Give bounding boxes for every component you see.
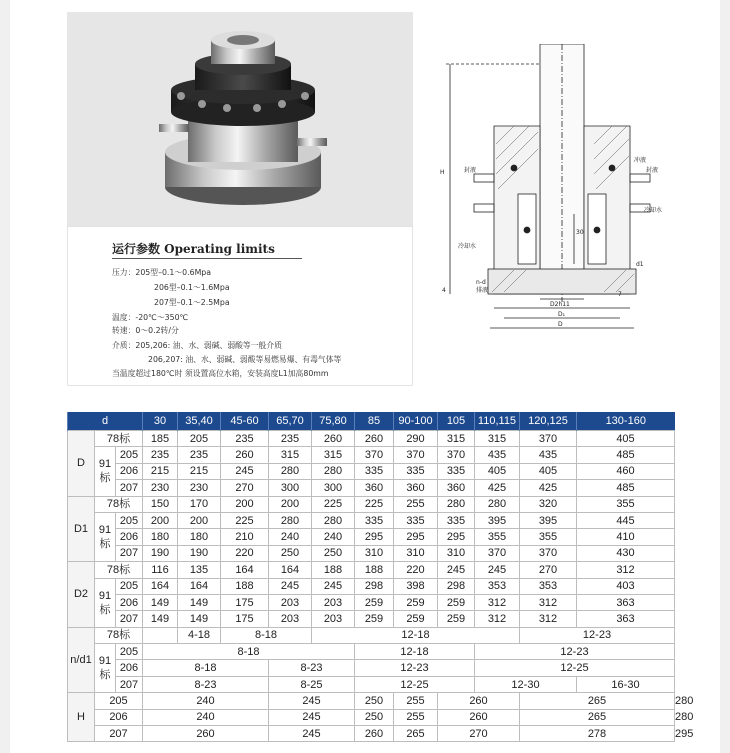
table-cell: 290 <box>394 431 438 447</box>
table-cell: 260 <box>438 709 520 725</box>
table-cell: 260 <box>355 726 394 742</box>
table-cell: 395 <box>475 512 520 528</box>
label-cooling-left: 冷却水 <box>458 243 477 250</box>
type-code: 207 <box>116 611 143 627</box>
table-cell: 405 <box>475 463 520 479</box>
table-cell: 280 <box>269 512 312 528</box>
table-cell: 295 <box>394 529 438 545</box>
group-label: H <box>68 693 95 742</box>
dim-d2h11: D2h11 <box>550 301 570 308</box>
table-cell: 235 <box>221 431 269 447</box>
table-cell: 335 <box>394 463 438 479</box>
table-header-row <box>68 412 675 431</box>
table-row <box>68 676 675 692</box>
table-cell: 300 <box>269 480 312 496</box>
dim-4: 4 <box>442 287 446 294</box>
temperature-note: 当温度超过180℃时 须设置高位水箱，安装高度L1加高80mm <box>112 369 329 378</box>
table-cell: 265 <box>394 726 438 742</box>
table-cell: 245 <box>312 578 355 594</box>
dim-h: H <box>440 169 445 176</box>
type-code: 207 <box>116 480 143 496</box>
table-cell: 164 <box>221 562 269 578</box>
table-cell: 12-23 <box>520 627 675 643</box>
table-cell: 203 <box>312 611 355 627</box>
table-cell: 460 <box>577 463 675 479</box>
table-cell: 149 <box>178 611 221 627</box>
label-feng-ye-left: 封液 <box>464 167 477 174</box>
dim-d1-small: d1 <box>636 261 644 268</box>
type-label: 91标 <box>95 644 116 693</box>
table-cell: 170 <box>178 496 221 512</box>
table-cell: 200 <box>178 512 221 528</box>
header-col: 85 <box>355 412 394 431</box>
table-cell: 355 <box>520 529 577 545</box>
table-cell: 175 <box>221 611 269 627</box>
table-cell: 310 <box>438 545 475 561</box>
table-cell: 245 <box>475 562 520 578</box>
table-row <box>68 512 675 528</box>
table-cell: 250 <box>355 693 394 709</box>
table-cell: 410 <box>577 529 675 545</box>
header-col: 90-100 <box>394 412 438 431</box>
table-cell: 215 <box>143 463 178 479</box>
type-code: 206 <box>116 660 143 676</box>
table-cell: 230 <box>178 480 221 496</box>
table-cell: 278 <box>520 726 675 742</box>
table-cell: 240 <box>143 693 269 709</box>
label-drain: 排液 <box>476 287 489 294</box>
table-cell: 363 <box>577 594 675 610</box>
dim-30: 30 <box>576 229 584 236</box>
table-cell: 230 <box>143 480 178 496</box>
group-label: D1 <box>68 496 95 562</box>
cross-section-drawing <box>434 44 674 332</box>
table-cell: 240 <box>143 709 269 725</box>
table-cell: 435 <box>520 447 577 463</box>
table-cell: 200 <box>143 512 178 528</box>
type-label: 91标 <box>95 512 116 561</box>
table-cell: 270 <box>221 480 269 496</box>
table-cell: 255 <box>394 693 438 709</box>
table-cell: 370 <box>355 447 394 463</box>
table-cell: 12-23 <box>355 660 475 676</box>
table-cell: 235 <box>269 431 312 447</box>
std78-label: 78标 <box>95 431 143 447</box>
table-cell: 370 <box>394 447 438 463</box>
table-cell: 425 <box>475 480 520 496</box>
header-col: 110,115 <box>475 412 520 431</box>
table-cell: 260 <box>221 447 269 463</box>
table-cell: 12-18 <box>312 627 520 643</box>
table-cell: 150 <box>143 496 178 512</box>
speed: 转速：0～0.2转/分 <box>112 326 179 335</box>
table-cell: 265 <box>520 709 675 725</box>
table-cell: 430 <box>577 545 675 561</box>
table-cell: 312 <box>520 594 577 610</box>
table-cell: 149 <box>178 594 221 610</box>
table-cell: 425 <box>520 480 577 496</box>
table-cell: 310 <box>355 545 394 561</box>
table-row <box>68 562 675 578</box>
table-cell: 370 <box>438 447 475 463</box>
table-cell: 335 <box>394 512 438 528</box>
table-cell: 335 <box>438 463 475 479</box>
table-cell: 12-25 <box>355 676 475 692</box>
table-cell: 395 <box>520 512 577 528</box>
table-cell: 210 <box>221 529 269 545</box>
type-code: 206 <box>116 594 143 610</box>
table-cell: 320 <box>520 496 577 512</box>
table-cell: 260 <box>143 726 269 742</box>
table-cell: 188 <box>312 562 355 578</box>
table-cell: 220 <box>221 545 269 561</box>
table-cell: 164 <box>269 562 312 578</box>
table-cell: 370 <box>520 545 577 561</box>
table-cell: 335 <box>355 512 394 528</box>
table-row <box>68 578 675 594</box>
group-label: n/d1 <box>68 627 95 693</box>
table-row <box>68 480 675 496</box>
table-row <box>68 644 675 660</box>
type-code: 205 <box>116 512 143 528</box>
table-row <box>68 431 675 447</box>
table-cell: 398 <box>394 578 438 594</box>
table-cell: 259 <box>438 594 475 610</box>
table-cell: 315 <box>269 447 312 463</box>
table-cell: 164 <box>178 578 221 594</box>
std78-label: 78标 <box>95 562 143 578</box>
table-cell: 295 <box>355 529 394 545</box>
table-cell: 8-18 <box>143 644 355 660</box>
type-code: 207 <box>116 545 143 561</box>
table-cell: 485 <box>577 480 675 496</box>
header-col: 35,40 <box>178 412 221 431</box>
table-cell: 245 <box>221 463 269 479</box>
group-label: D2 <box>68 562 95 628</box>
product-photo <box>67 12 413 226</box>
table-cell: 240 <box>269 529 312 545</box>
table-cell: 315 <box>438 431 475 447</box>
dim-d: D <box>558 321 563 328</box>
label-cooling-right: 冷却水 <box>644 207 663 214</box>
table-cell: 250 <box>269 545 312 561</box>
header-col: 75,80 <box>312 412 355 431</box>
table-cell: 180 <box>178 529 221 545</box>
std78-label: 78标 <box>95 627 143 643</box>
table-cell: 312 <box>475 594 520 610</box>
table-cell: 164 <box>143 578 178 594</box>
label-n-d: n-d <box>476 279 486 286</box>
table-cell: 175 <box>221 594 269 610</box>
table-cell: 235 <box>178 447 221 463</box>
table-cell: 205 <box>178 431 221 447</box>
table-cell: 190 <box>143 545 178 561</box>
type-label: 91标 <box>95 447 116 496</box>
table-cell: 298 <box>355 578 394 594</box>
pressure-205: 压力：205型–0.1～0.6Mpa <box>112 268 212 277</box>
table-cell: 250 <box>355 709 394 725</box>
table-cell: 220 <box>394 562 438 578</box>
table-cell: 245 <box>269 726 355 742</box>
table-row <box>68 726 675 742</box>
header-d: d <box>68 412 143 431</box>
table-cell: 315 <box>312 447 355 463</box>
label-chong-ye-right: 冲液 <box>634 157 647 164</box>
table-cell: 355 <box>475 529 520 545</box>
table-cell: 225 <box>355 496 394 512</box>
medium-1: 介质：205,206: 油、水、弱碱、弱酸等一般介质 <box>112 341 282 350</box>
table-row <box>68 463 675 479</box>
pressure-207: 207型–0.1～2.5Mpa <box>154 298 230 307</box>
table-row <box>68 496 675 512</box>
group-label: D <box>68 431 95 497</box>
table-cell: 245 <box>269 693 355 709</box>
table-cell: 12-23 <box>475 644 675 660</box>
table-cell: 149 <box>143 611 178 627</box>
table-cell: 370 <box>520 431 577 447</box>
table-cell: 203 <box>312 594 355 610</box>
table-cell: 312 <box>577 562 675 578</box>
table-cell: 259 <box>394 594 438 610</box>
type-code: 207 <box>116 676 143 692</box>
table-cell: 245 <box>269 709 355 725</box>
table-cell: 445 <box>577 512 675 528</box>
type-label: 91标 <box>95 578 116 627</box>
type-code: 206 <box>116 529 143 545</box>
table-row <box>68 611 675 627</box>
table-cell: 235 <box>143 447 178 463</box>
table-cell: 370 <box>475 545 520 561</box>
table-row <box>68 709 675 725</box>
table-cell: 310 <box>394 545 438 561</box>
table-cell: 260 <box>355 431 394 447</box>
label-feng-ye-right: 封液 <box>646 167 659 174</box>
type-code: 206 <box>116 463 143 479</box>
table-row <box>68 660 675 676</box>
table-cell: 255 <box>394 709 438 725</box>
table-cell: 353 <box>475 578 520 594</box>
type-code: 206 <box>95 709 143 725</box>
title-rule <box>112 258 302 259</box>
table-cell: 295 <box>438 529 475 545</box>
type-code: 205 <box>116 578 143 594</box>
table-cell: 355 <box>577 496 675 512</box>
header-col: 120,125 <box>520 412 577 431</box>
table-cell: 240 <box>312 529 355 545</box>
table-cell: 363 <box>577 611 675 627</box>
table-cell: 280 <box>269 463 312 479</box>
header-col: 105 <box>438 412 475 431</box>
table-cell: 8-23 <box>269 660 355 676</box>
header-col: 30 <box>143 412 178 431</box>
table-cell: 259 <box>438 611 475 627</box>
table-cell: 485 <box>577 447 675 463</box>
header-col: 65,70 <box>269 412 312 431</box>
table-cell: 180 <box>143 529 178 545</box>
table-cell: 135 <box>178 562 221 578</box>
table-row <box>68 529 675 545</box>
table-cell: 405 <box>577 431 675 447</box>
table-cell: 8-18 <box>143 660 269 676</box>
table-cell: 360 <box>355 480 394 496</box>
table-cell <box>143 627 178 643</box>
dimension-table <box>67 412 675 742</box>
table-cell: 4-18 <box>178 627 221 643</box>
table-cell: 403 <box>577 578 675 594</box>
type-code: 205 <box>95 693 143 709</box>
table-cell: 12-18 <box>355 644 475 660</box>
table-cell: 265 <box>520 693 675 709</box>
table-cell: 270 <box>520 562 577 578</box>
table-cell: 245 <box>269 578 312 594</box>
table-cell: 280 <box>438 496 475 512</box>
table-cell: 225 <box>221 512 269 528</box>
table-cell: 298 <box>438 578 475 594</box>
table-cell: 200 <box>269 496 312 512</box>
table-cell: 353 <box>520 578 577 594</box>
table-cell: 255 <box>394 496 438 512</box>
table-row <box>68 594 675 610</box>
temperature: 温度：-20℃～350℃ <box>112 313 189 322</box>
table-cell: 203 <box>269 611 312 627</box>
table-cell: 116 <box>143 562 178 578</box>
header-col: 45-60 <box>221 412 269 431</box>
dim-7: 7 <box>618 291 622 298</box>
table-cell: 435 <box>475 447 520 463</box>
table-cell: 360 <box>394 480 438 496</box>
table-row <box>68 693 675 709</box>
table-cell: 259 <box>355 594 394 610</box>
table-cell: 188 <box>221 578 269 594</box>
table-cell: 149 <box>143 594 178 610</box>
type-code: 207 <box>95 726 143 742</box>
table-cell: 215 <box>178 463 221 479</box>
table-cell: 203 <box>269 594 312 610</box>
table-cell: 312 <box>520 611 577 627</box>
table-row <box>68 545 675 561</box>
table-cell: 260 <box>438 693 520 709</box>
table-cell: 8-23 <box>143 676 269 692</box>
table-cell: 259 <box>355 611 394 627</box>
table-cell: 12-30 <box>475 676 577 692</box>
table-cell: 250 <box>312 545 355 561</box>
header-col: 130-160 <box>577 412 675 431</box>
table-cell: 259 <box>394 611 438 627</box>
table-cell: 405 <box>520 463 577 479</box>
table-cell: 8-18 <box>221 627 312 643</box>
table-cell: 315 <box>475 431 520 447</box>
table-cell: 8-25 <box>269 676 355 692</box>
operating-limits-panel <box>67 226 413 386</box>
table-cell: 200 <box>221 496 269 512</box>
table-cell: 300 <box>312 480 355 496</box>
dim-d1: D₁ <box>558 311 566 318</box>
table-cell: 280 <box>312 512 355 528</box>
table-cell: 335 <box>438 512 475 528</box>
std78-label: 78标 <box>95 496 143 512</box>
table-cell: 188 <box>355 562 394 578</box>
table-cell: 260 <box>312 431 355 447</box>
table-cell: 280 <box>475 496 520 512</box>
type-code: 205 <box>116 644 143 660</box>
table-cell: 185 <box>143 431 178 447</box>
table-cell: 335 <box>355 463 394 479</box>
pressure-206: 206型–0.1～1.6Mpa <box>154 283 230 292</box>
table-cell: 12-25 <box>475 660 675 676</box>
medium-2: 206,207: 油、水、弱碱、弱酸等易燃易爆、有毒气体等 <box>148 355 342 364</box>
table-cell: 312 <box>475 611 520 627</box>
table-row <box>68 627 675 643</box>
table-row <box>68 447 675 463</box>
table-cell: 270 <box>438 726 520 742</box>
operating-limits-title: 运行参数 Operating limits <box>112 242 275 256</box>
table-cell: 16-30 <box>577 676 675 692</box>
table-cell: 190 <box>178 545 221 561</box>
table-cell: 280 <box>312 463 355 479</box>
table-cell: 225 <box>312 496 355 512</box>
type-code: 205 <box>116 447 143 463</box>
table-cell: 360 <box>438 480 475 496</box>
table-cell: 245 <box>438 562 475 578</box>
